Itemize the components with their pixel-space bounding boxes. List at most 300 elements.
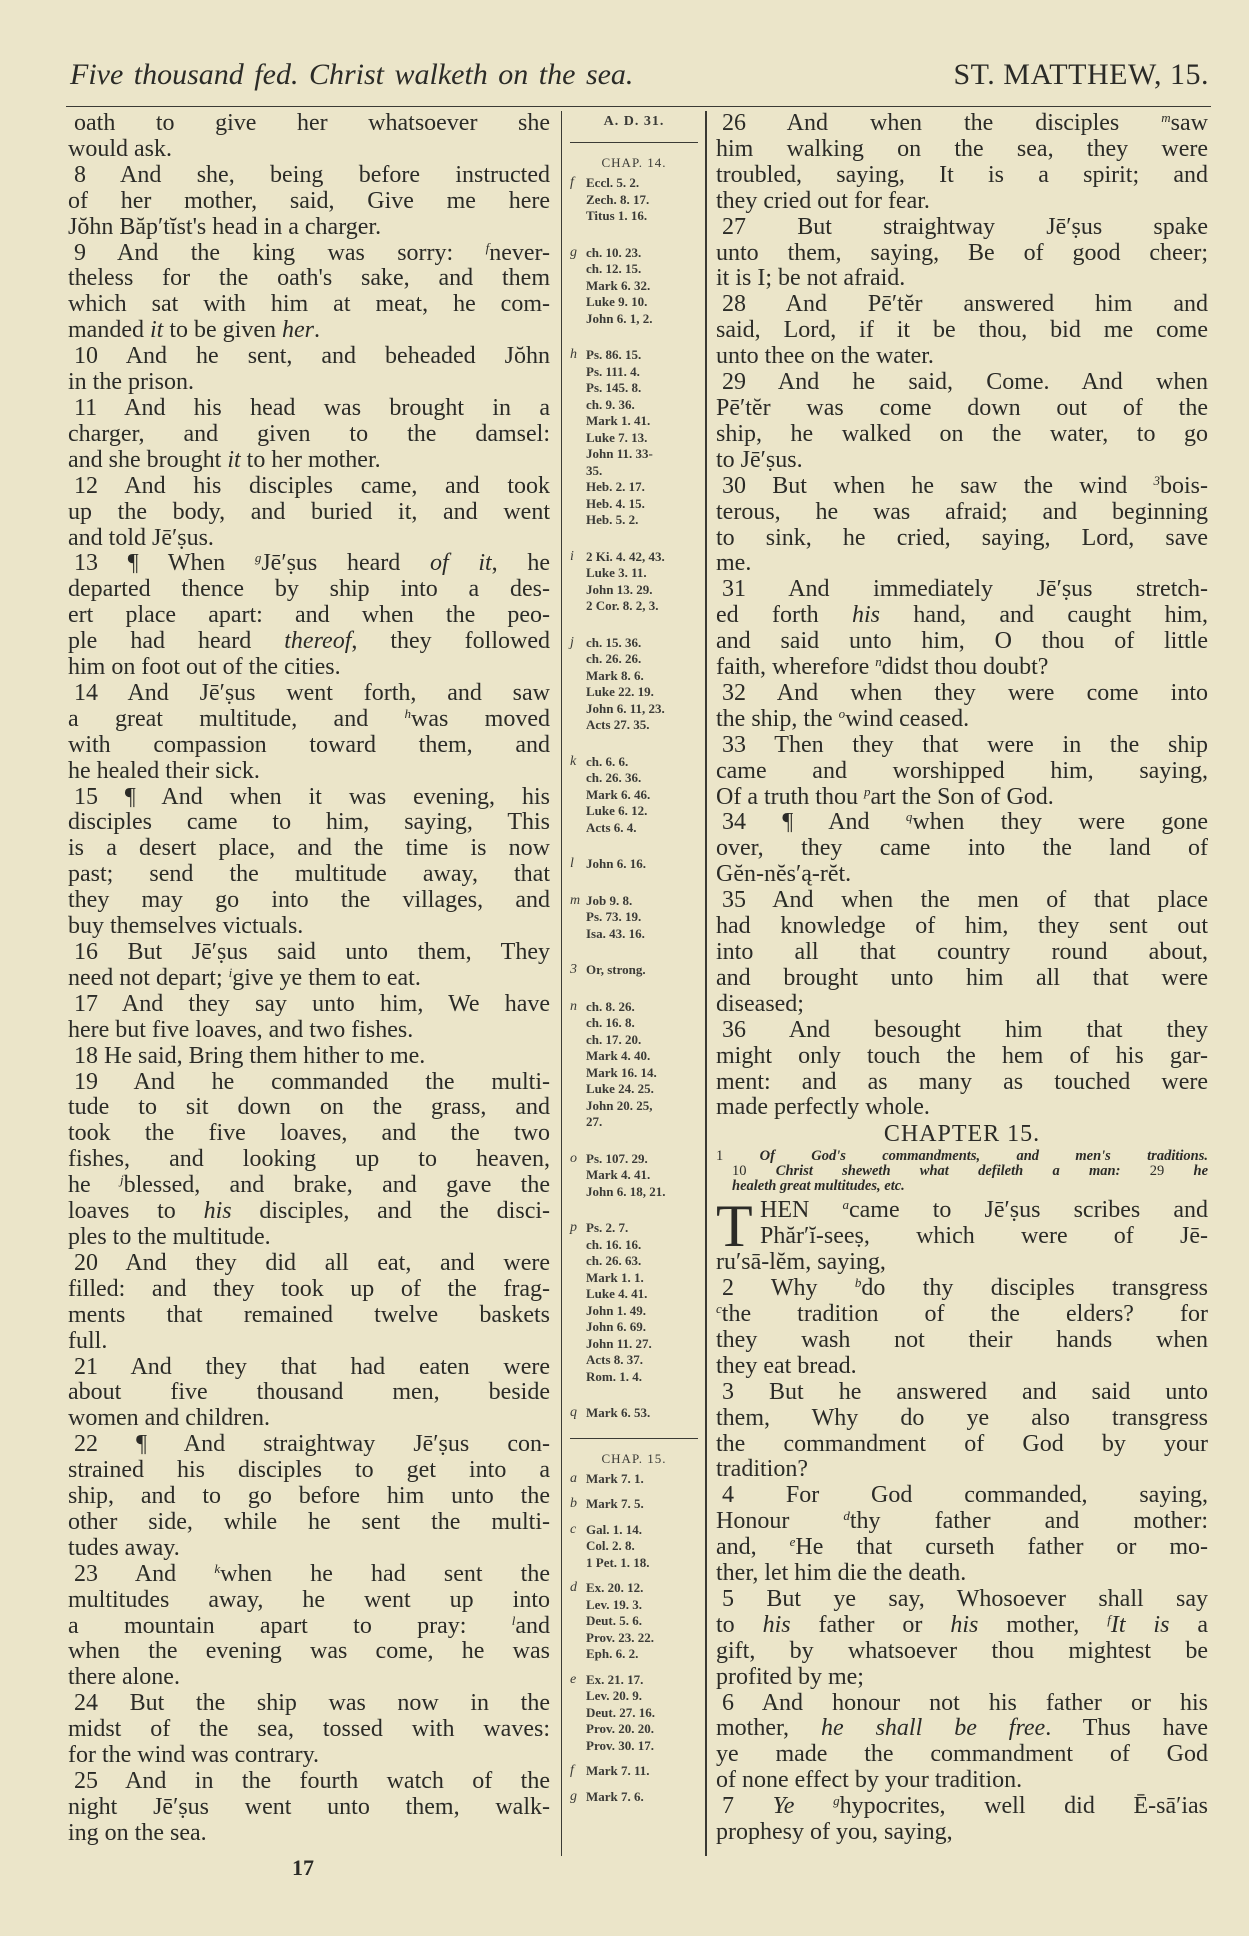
verse [68,474,550,552]
column-divider-left [561,111,562,1856]
cross-reference: 27. [586,1114,603,1129]
text-line: had knowledge of him, they sent out [716,913,1208,940]
verse [716,1691,1208,1795]
cross-reference: ch. 16. 8. [586,1015,635,1030]
text-line: here but five loaves, and two fishes. [68,1016,414,1043]
text-line: midst of the sea, tossed with waves: [68,1716,550,1743]
text-line: ru′sā-lĕm, saying, [716,1249,886,1276]
text-line: departed thence by ship into a des- [68,576,550,603]
text-line: 30 But when he saw the wind $^3$bois- [722,472,1208,499]
cross-reference: Gal. 1. 14. [586,1521,642,1537]
reference-letter: q [570,1405,577,1420]
text-line: ship, and to go before him unto the [68,1483,550,1510]
text-line: a great multitude, and $^h$was moved [68,705,550,732]
text-line: Phăr′ĭ-seeṣ, which were of Jē- [760,1223,1208,1250]
text-line: 2 Why $^b$do thy disciples transgress [722,1275,1208,1302]
cross-reference: Mark 7. 6. [586,1788,644,1804]
text-line: ye made the commandment of God [716,1741,1208,1768]
text-line: said, Lord, if it be thou, bid me come [716,317,1208,344]
text-line: 36 And besought him that they [722,1016,1208,1043]
text-line: the commandment of God by your [716,1430,1208,1457]
text-line: came and worshipped him, saying, [716,757,1208,784]
text-line: it is I; be not afraid. [716,265,906,292]
cross-reference: 1 Pet. 1. 18. [586,1554,650,1570]
text-line: they wash not their hands when [716,1326,1208,1353]
reference-letter: f [570,175,574,190]
verse [716,1587,1208,1691]
text-line: 26 And when the disciples $^m$saw [722,110,1208,136]
text-line: Jŏhn Băp′tĭst's head in a charger. [68,213,382,240]
cross-reference: Eph. 6. 2. [586,1646,639,1661]
verse [68,1432,550,1562]
text-line: 11 And his head was brought in a [74,394,550,421]
summary-text: he [1193,1163,1209,1180]
text-line: ments that remained twelve baskets [68,1301,550,1328]
text-line: tudes away. [68,1534,180,1561]
reference-marker: f [485,239,490,255]
verse [716,370,1208,474]
cross-reference: ch. 10. 23. [586,244,642,260]
text-line: unto them, saying, Be of good cheer; [716,239,1208,266]
cross-reference: Ps. 111. 4. [586,363,640,379]
cross-reference: Rom. 1. 4. [586,1368,642,1384]
text-line: ples to the multitude. [68,1223,271,1250]
cross-reference: Luke 6. 12. [586,803,648,818]
reference-group [566,893,702,943]
verse [716,292,1208,370]
text-line: made perfectly whole. [716,1094,930,1121]
text-line: 13 ¶ When $^g$Jē′ṣus heard of it, he [74,550,551,577]
reference-letter: g [570,1788,577,1804]
cross-reference: 35. [586,462,603,478]
cross-reference: Mark 7. 1. [586,1470,644,1486]
text-line: over, they came into the land of [716,835,1208,862]
cross-reference: Ps. 73. 19. [586,909,642,924]
verse [68,785,550,940]
text-line: they eat bread. [716,1352,857,1379]
cross-reference: Ps. 86. 15. [586,347,642,362]
text-line: and, $^e$He that curseth father or mo- [716,1534,1209,1561]
text-line: 34 ¶ And $^q$when they were gone [722,809,1208,836]
cross-reference: 2 Cor. 8. 2, 3. [586,598,659,613]
reference-marker: j [119,1172,124,1188]
text-line: theless for the oath's sake, and them [68,265,550,292]
summary-text: Christ sheweth what defileth a man: [775,1163,1121,1180]
text-line: charger, and given to the damsel: [68,420,550,447]
drop-cap: T [716,1193,753,1260]
verse [68,1070,550,1251]
cross-reference: Lev. 20. 9. [586,1688,642,1703]
header-section-title: Five thousand fed. Christ walketh on the sea. [70,58,634,91]
reference-marker: o [838,705,846,721]
verse [68,1251,550,1355]
cross-reference: 2 Ki. 4. 42, 43. [586,548,665,564]
cross-reference: Isa. 43. 16. [586,925,645,941]
text-line: 24 But the ship was now in the [74,1690,550,1717]
text-line: Honour $^d$thy father and mother: [716,1508,1208,1535]
reference-marker: g [254,550,262,566]
text-line: up the body, and buried it, and went [68,498,550,525]
reference-marker: p [863,783,871,799]
text-line: filled: and they took up of the frag- [68,1275,550,1302]
text-line: 14 And Jē′ṣus went forth, and saw [74,679,550,706]
reference-letter: b [570,1496,577,1511]
left-text-column [68,111,550,1847]
text-line: 4 For God commanded, saying, [722,1482,1208,1509]
cross-reference: ch. 8. 26. [586,998,635,1014]
reference-group [566,1580,702,1663]
text-line: 10 And he sent, and beheaded Jŏhn [74,343,550,370]
text-line: HEN $^a$came to Jē′ṣus scribes and [760,1197,1209,1224]
cross-reference: Luke 7. 13. [586,429,648,445]
cross-reference: Prov. 20. 20. [586,1721,655,1736]
text-line: 28 And Pē′tĕr answered him and [722,291,1208,318]
text-line: 19 And he commanded the multi- [74,1068,550,1095]
text-line: into all that country round about, [716,939,1208,965]
verse [68,344,550,396]
cross-reference: ch. 16. 16. [586,1236,642,1252]
reference-group [566,549,702,615]
cross-reference: Luke 24. 25. [586,1081,654,1096]
reference-marker: f [1107,1611,1111,1627]
text-line: with compassion toward them, and [68,731,550,758]
cross-reference: Mark 6. 46. [586,786,651,802]
cross-reference: Mark 16. 14. [586,1064,657,1080]
text-line: manded it to be given her. [68,317,320,344]
text-line: strained his disciples to get into a [68,1457,550,1484]
text-line: 22 ¶ And straightway Jē′ṣus con- [74,1431,550,1458]
verse [68,1562,550,1692]
text-line: women and children. [68,1405,270,1432]
cross-reference: Luke 4. 41. [586,1286,648,1301]
cross-reference: Col. 2. 8. [586,1538,635,1553]
year-label: A. D. 31. [603,114,665,129]
text-line: about five thousand men, beside [68,1379,550,1406]
text-line: they may go into the villages, and [68,887,550,914]
verse [716,577,1208,681]
text-line: Pē′tĕr was come down out of the [716,394,1208,421]
cross-reference: ch. 6. 6. [586,753,629,769]
verse [716,1380,1208,1484]
header-rule [66,106,1211,107]
summary-verse-num: 29 [1149,1163,1165,1180]
cross-reference: Heb. 5. 2. [586,512,639,527]
text-line: in the prison. [68,369,194,396]
reference-group [566,1672,702,1755]
page-number: 17 [292,1855,314,1880]
text-line: 21 And they that had eaten were [74,1353,550,1380]
text-line: tude to sit down on the grass, and [68,1094,550,1121]
cross-reference: Mark 8. 6. [586,667,644,683]
text-line: for the wind was contrary. [68,1742,320,1769]
text-line: mother, he shall be free. Thus have [716,1715,1208,1742]
reference-marker: 3 [1153,472,1160,488]
chapter15-verses [716,1193,1209,1846]
reference-group [566,1789,702,1806]
text-line: he $^j$blessed, and brake, and gave the [68,1172,550,1199]
cross-reference: Luke 3. 11. [586,565,647,580]
reference-group [566,999,702,1131]
verse [716,1483,1208,1587]
summary-verse-num: 10 [732,1163,747,1180]
text-line: 6 And honour not his father or his [722,1689,1208,1716]
cross-reference: Ps. 2. 7. [586,1220,629,1235]
text-line: loaves to his disciples, and the disci- [68,1198,551,1225]
summary-text: Of God's commandments, and men's traditions. [759,1148,1208,1165]
text-line: gift, by whatsoever thou mightest be [716,1637,1208,1664]
text-line: is a desert place, and the time is now [68,835,550,862]
text-line: 33 Then they that were in the ship [722,731,1208,758]
text-line: ment: and as many as touched were [716,1068,1208,1095]
text-line: 27 But straightway Jē′ṣus spake [722,213,1208,240]
text-line: me. [716,550,752,577]
cross-reference: Heb. 2. 17. [586,479,645,494]
text-line: profited by me; [716,1663,864,1690]
text-line: 29 And he said, Come. And when [722,369,1208,396]
cross-reference: Mark 6. 32. [586,277,651,293]
text-line: 9 And the king was sorry: $^f$never- [74,239,550,266]
verse [716,681,1208,733]
verse [68,940,550,992]
text-line: would ask. [68,135,172,162]
cross-reference: John 6. 69. [586,1319,646,1334]
text-line: the ship, the $^o$wind ceased. [716,705,970,732]
cross-reference: Or, strong. [586,962,646,977]
cross-reference: ch. 26. 26. [586,651,642,666]
text-line: buy themselves victuals. [68,913,304,940]
cross-reference: Luke 9. 10. [586,294,648,309]
reference-letter: 3 [570,962,577,977]
text-line: 35 And when the men of that place [722,887,1208,914]
running-header [68,58,1209,98]
text-line: they cried out for fear. [716,187,930,214]
verse [716,888,1208,1018]
margin-rule [570,142,698,143]
cross-reference: Mark 7. 11. [586,1763,650,1778]
text-line: 23 And $^k$when he had sent the [74,1560,550,1587]
text-line: 12 And his disciples came, and took [74,472,550,499]
text-line: took the five loaves, and the two [68,1120,550,1147]
right-text-column [716,111,1208,1846]
text-line: Gĕn-nĕs′ą-rĕt. [716,861,852,888]
margin-rule [570,1438,698,1439]
text-line: ple had heard thereof, they followed [68,628,550,655]
text-line: ed forth his hand, and caught him, [716,602,1208,629]
text-line: when the evening was come, he was [68,1638,550,1665]
reference-group [566,245,702,328]
text-line: to his father or his mother, $^f$It is a [716,1611,1208,1638]
cross-reference: ch. 12. 15. [586,261,642,276]
reference-group [566,347,702,529]
reference-marker: b [854,1275,862,1291]
text-line: 18 He said, Bring them hither to me. [74,1042,426,1069]
reference-marker: k [214,1560,221,1576]
text-line: other side, while he sent the multi- [68,1508,550,1535]
verse [68,1691,550,1769]
text-line: 25 And in the fourth watch of the [74,1768,550,1794]
text-line: 3 But he answered and said unto [722,1378,1208,1405]
verse [68,992,550,1044]
reference-group [566,1405,702,1422]
text-line: fishes, and looking up to heaven, [68,1146,550,1173]
text-line: full. [68,1327,108,1354]
reference-letter: k [570,753,577,769]
cross-reference: John 6. 1, 2. [586,310,653,326]
text-line: 7 Ye $^g$hypocrites, well did Ē-sā′ias [722,1793,1209,1820]
verse [716,111,1208,215]
verse [716,1794,1208,1846]
text-line: ing on the sea. [68,1819,207,1846]
verse [68,241,550,345]
cross-reference: Ex. 20. 12. [586,1580,644,1595]
reference-group [566,962,702,979]
summary-verse-num: 1 [716,1148,724,1165]
reference-group [566,754,702,837]
verse [68,551,550,681]
text-line: him on foot out of the cities. [68,654,341,681]
verse [68,1769,550,1847]
text-line: tradition? [716,1456,808,1483]
reference-marker: e [789,1534,796,1550]
reference-group [566,1151,702,1201]
chapter14-verses [716,111,1208,1121]
text-line: ship, he walked on the water, to go [716,420,1208,447]
cross-reference: ch. 17. 20. [586,1031,642,1047]
cross-reference: Prov. 23. 22. [586,1629,655,1645]
cross-reference: Ex. 21. 17. [586,1671,644,1687]
cross-reference: ch. 9. 36. [586,396,635,412]
cross-reference: Mark 1. 1. [586,1269,644,1285]
reference-group [566,1496,702,1513]
text-line: prophesy of you, saying, [716,1819,953,1846]
cross-reference: ch. 15. 36. [586,634,642,650]
reference-group [566,1522,702,1572]
column-divider-right [705,111,707,1856]
cross-reference: Mark 4. 40. [586,1048,651,1063]
text-line: 15 ¶ And when it was evening, his [74,783,550,810]
reference-letter: d [570,1580,577,1595]
verse [68,396,550,474]
cross-reference: Deut. 27. 16. [586,1704,655,1720]
reference-marker: g [833,1793,840,1809]
cross-reference: Acts 6. 4. [586,819,637,835]
chapter-summary [716,1149,1208,1194]
verse [68,1044,550,1070]
cross-reference: Mark 4. 41. [586,1167,651,1182]
reference-group [566,635,702,734]
summary-text: healeth great multitudes, etc. [732,1178,905,1195]
text-line: to sink, he cried, saying, Lord, save [716,524,1208,551]
cross-reference: ch. 26. 63. [586,1253,642,1268]
text-line: 20 And they did all eat, and were [74,1249,550,1276]
cross-reference: Ps. 107. 29. [586,1150,648,1166]
text-line: faith, wherefore $^n$didst thou doubt? [716,654,1049,681]
text-line: of her mother, said, Give me here [68,187,550,214]
verse [716,1193,1209,1276]
cross-reference: Deut. 5. 6. [586,1613,642,1628]
reference-group [566,175,702,225]
cross-reference: John 6. 16. [586,856,646,871]
text-line: ert place apart: and when the peo- [68,602,550,629]
verse [716,1018,1208,1122]
cross-reference-column [566,114,702,1814]
verse [716,733,1208,811]
cross-reference: Mark 1. 41. [586,413,651,428]
reference-group [566,1763,702,1780]
verse [716,810,1208,888]
cross-reference: Titus 1. 16. [586,208,648,223]
text-line: and brought unto him all that were [716,964,1208,991]
reference-marker: i [228,964,233,980]
text-line: and told Jē′ṣus. [68,524,214,551]
cross-reference: John 13. 29. [586,581,653,597]
reference-letter: f [570,1763,574,1778]
header-book-chapter: ST. MATTHEW, 15. [953,58,1209,91]
cross-reference: Acts 8. 37. [586,1352,644,1367]
text-line: terous, he was afraid; and beginning [716,498,1208,525]
cross-reference: Prov. 30. 17. [586,1737,655,1753]
chap15-label: CHAP. 15. [601,1450,667,1466]
chap14-references [566,155,702,1422]
verse [716,1276,1208,1380]
cross-reference: Eccl. 5. 2. [586,175,640,190]
reference-marker: h [404,705,412,721]
text-line: 17 And they say unto him, We have [74,990,550,1017]
text-line: of none effect by your tradition. [716,1767,1023,1794]
text-line: him walking on the sea, they were [716,135,1208,162]
cross-reference: Heb. 4. 15. [586,495,645,511]
text-line: ther, let him die the death. [716,1560,967,1587]
text-line: 5 But ye say, Whosoever shall say [722,1585,1208,1612]
reference-letter: m [570,892,581,908]
cross-reference: John 11. 33- [586,446,653,461]
text-line: he healed their sick. [68,757,260,784]
reference-letter: n [570,998,577,1014]
text-line: diseased; [716,990,804,1017]
reference-letter: g [570,244,577,260]
reference-group [566,856,702,873]
chap14-label: CHAP. 14. [601,155,667,170]
text-line: to Jē′ṣus. [716,446,803,473]
reference-letter: h [570,347,577,362]
reference-letter: o [570,1150,577,1166]
text-line: disciples came to him, saying, This [68,809,550,836]
text-line: which sat with him at meat, he com- [68,291,550,318]
reference-letter: a [570,1470,577,1486]
text-line: multitudes away, he went up into [68,1586,550,1613]
reference-letter: j [570,634,574,650]
reference-marker: l [511,1612,516,1628]
cross-reference: ch. 26. 36. [586,770,642,785]
cross-reference: Job 9. 8. [586,892,633,908]
verse [68,111,550,163]
verse [716,215,1208,293]
text-line: need not depart; $^i$give ye them to eat. [68,964,421,991]
reference-letter: i [570,548,574,564]
verse [68,681,550,785]
reference-group [566,1220,702,1385]
reference-marker: n [875,654,882,670]
reference-letter: e [570,1671,577,1687]
verse [68,163,550,241]
cross-reference: Luke 22. 19. [586,684,654,699]
chapter-heading: CHAPTER 15. [883,1121,1041,1148]
text-line: a mountain apart to pray: $^l$and [68,1612,550,1639]
text-line: oath to give her whatsoever she [74,110,550,136]
text-line: there alone. [68,1664,180,1691]
reference-letter: p [570,1220,577,1235]
text-line: 31 And immediately Jē′ṣus stretch- [722,576,1208,603]
